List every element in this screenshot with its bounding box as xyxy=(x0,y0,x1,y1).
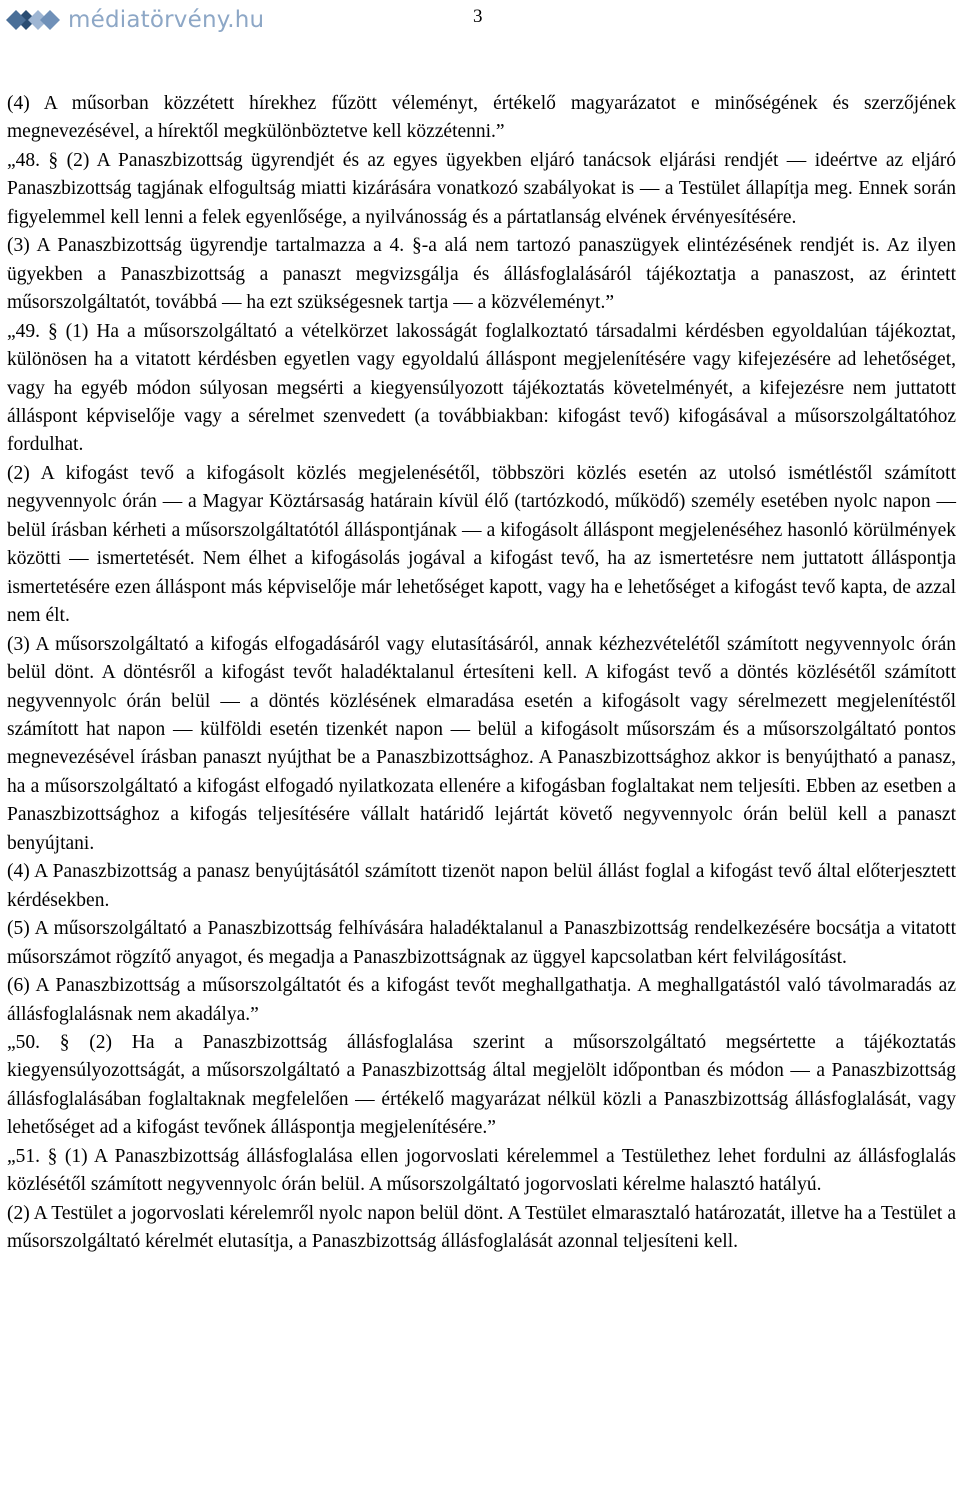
paragraph: „49. § (1) Ha a műsorszolgáltató a vételkörzet lakosságát foglalkoztató társadalmi kérdésben egyoldalúan tájékoztat, különösen ha a vitatott kérdésben egyetlen vagy egyoldalú álláspont megjelenítésére vagy kifejezésére ad lehetőséget, vagy ha egyéb módon súlyosan megsérti a kiegyensúlyozott tájékoztatás követelményét, a kifejezésre nem juttatott álláspont képviselője vagy a sérelmet szenvedett (a továbbiakban: kifogást tevő) kifogásával a műsorszolgáltatóhoz fordulhat. xyxy=(7,320,956,456)
logo-text: médiatörvény.hu xyxy=(68,7,265,33)
paragraph: (4) A Panaszbizottság a panasz benyújtásától számított tizenöt napon belül állást foglal a kifogást tevő által előterjesztett kérdésekben. xyxy=(7,861,956,911)
paragraph: „50. § (2) Ha a Panaszbizottság állásfoglalása szerint a műsorszolgáltató megsértette a tájékoztatás kiegyensúlyozottságát, a műsorszolgáltató a Panaszbizottság által megjelölt időpontban és módon — a Panaszbizottság állásfoglalásában foglaltaknak megfelelően — értékelő magyarázat nélkül közli a Panaszbizottság állásfoglalását, vagy lehetőséget ad a kifogást tevőnek álláspontja megjelenítésére.” xyxy=(7,1031,956,1139)
paragraph: (6) A Panaszbizottság a műsorszolgáltatót és a kifogást tevőt meghallgathatja. A meghallgatástól való távolmaradás az állásfoglalásnak nem akadálya.” xyxy=(7,975,956,1025)
paragraph: (2) A Testület a jogorvoslati kérelemről nyolc napon belül dönt. A Testület elmarasztaló határozatát, illetve ha a Testület a műsorszolgáltató kérelmét elutasítja, a Panaszbizottság állásfoglalását azonnal teljesíteni kell. xyxy=(7,1202,956,1253)
diamond-logo-icon xyxy=(4,2,64,38)
paragraph: (2) A kifogást tevő a kifogásolt közlés megjelenésétől, többszöri közlés esetén az utolsó ismétléstől számított negyvennyolc órán — a Magyar Köztársaság határain kívül élő (tartózkodó, működő) személy esetében nyolc napon — belül írásban kérheti a műsorszolgáltatótól álláspontjának — a kifogásolt álláspont megjelenéséhez hasonló körülmények közötti — ismertetését. Nem élhet a kifogásolás jogával a kifogást tevő, ha az ismertetésre nem juttatott álláspontja ismertetésére ezen álláspont más képviselője már lehetőséget kapott, vagy ha e lehetőséget a kifogást tevő kapta, de azzal nem élt. xyxy=(7,462,956,627)
paragraph: „48. § (2) A Panaszbizottság ügyrendjét és az egyes ügyekben eljáró tanácsok eljárási rendjét — ideértve az eljáró Panaszbizottság tagjának elfogultság miatti kizárására vonatkozó szabályokat is — a Testület állapítja meg. Ennek során figyelemmel kell lenni a felek egyenlősége, a nyilvánosság és a pártatlanság elvének érvényesítésére. xyxy=(7,149,956,228)
paragraph: „51. § (1) A Panaszbizottság állásfoglalása ellen jogorvoslati kérelemmel a Testülethez lehet fordulni az állásfoglalás közlésétől számított negyvennyolc órán belül. A műsorszolgáltató jogorvoslati kérelme halasztó hatályú. xyxy=(7,1145,956,1196)
page-number: 3 xyxy=(473,6,483,27)
document-body xyxy=(7,90,956,1257)
paragraph: (4) A műsorban közzétett hírekhez fűzött véleményt, értékelő magyarázatot e minőségének és szerzőjének megnevezésével, a hírektől megkülönböztetve kell közzétenni.” xyxy=(7,93,956,143)
paragraph: (5) A műsorszolgáltató a Panaszbizottság felhívására haladéktalanul a Panaszbizottság rendelkezésére bocsátja a vitatott műsorszámot rögzítő anyagot, és megadja a Panaszbizottságnak az üggyel kapcsolatban kért felvilágosítást. xyxy=(7,918,956,968)
paragraph: (3) A Panaszbizottság ügyrendje tartalmazza a 4. §-a alá nem tartozó panaszügyek elintézésének rendjét is. Az ilyen ügyekben a Panaszbizottság a panaszt megvizsgálja és állásfoglalásáról tájékoztatja a panaszost, az érintett műsorszolgáltatót, továbbá — ha ezt szükségesnek tartja — a közvéleményt.” xyxy=(7,235,956,314)
paragraph: (3) A műsorszolgáltató a kifogás elfogadásáról vagy elutasításáról, annak kézhezvételétől számított negyvennyolc órán belül dönt. A döntésről a kifogást tevőt haladéktalanul értesíteni kell. A kifogást tevő a döntés közlésétől számított negyvennyolc órán belül — a döntés közlésének elmaradása esetén a kifogásolt vagy sérelmezett megjelenítéstől számított hat napon — külföldi esetén tizenkét napon — belül a kifogásolt műsorszám és a műsorszolgáltató pontos megnevezésével írásban panaszt nyújthat be a Panaszbizottsághoz. A Panaszbizottsághoz akkor is benyújtható a panasz, ha a műsorszolgáltató a kifogást elfogadó nyilatkozata ellenére a kifogásban foglaltakat nem teljesíti. Ebben az esetben a Panaszbizottsághoz a kifogás teljesítésére vállalt határidő lejártát követő negyvennyolc órán belül kell a panaszt benyújtani. xyxy=(7,633,956,854)
site-logo[interactable] xyxy=(4,2,264,38)
